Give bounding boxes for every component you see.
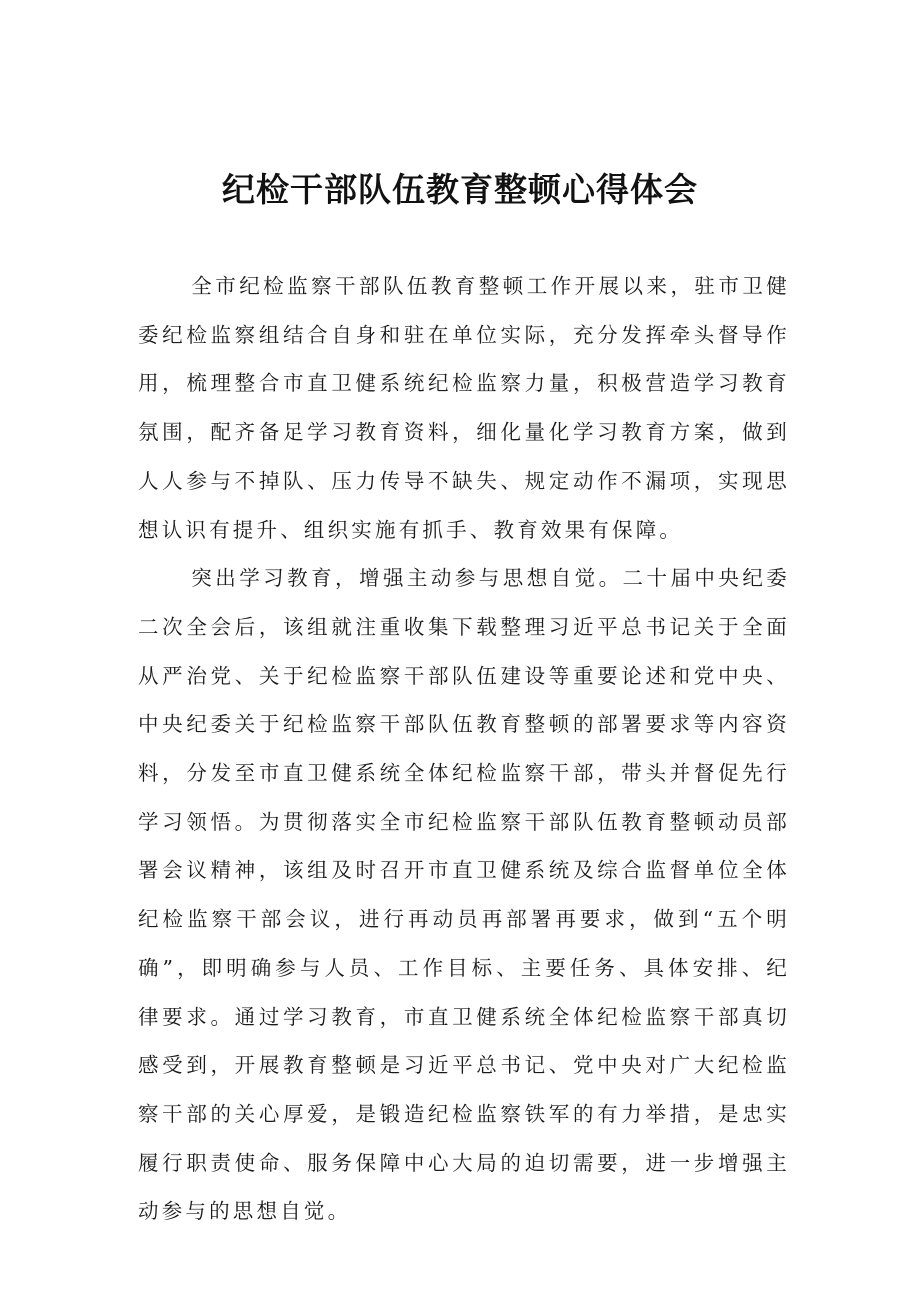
paragraph-intro: 全市纪检监察干部队伍教育整顿工作开展以来，驻市卫健委纪检监察组结合自身和驻在单位实际，充分发挥牵头督导作用，梳理整合市直卫健系统纪检监察力量，积极营造学习教育氛围，配齐备足学习教育资料，细化量化学习教育方案，做到人人参与不掉队、压力传导不缺失、规定动作不漏项，实现思想认识有提升、组织实施有抓手、教育效果有保障。 — [138, 274, 790, 542]
paragraph-study-education: 突出学习教育，增强主动参与思想自觉。二十届中央纪委二次全会后，该组就注重收集下载整理习近平总书记关于全面从严治党、关于纪检监察干部队伍建设等重要论述和党中央、中央纪委关于纪检监察干部队伍教育整顿的部署要求等内容资料，分发至市直卫健系统全体纪检监察干部，带头并督促先行学习领悟。为贯彻落实全市纪检监察干部队伍教育整顿动员部署会议精神，该组及时召开市直卫健系统及综合监督单位全体纪检监察干部会议，进行再动员再部署再要求，做到“五个明确”，即明确参与人员、工作目标、主要任务、具体安排、纪律要求。通过学习教育，市直卫健系统全体纪检监察干部真切感受到，开展教育整顿是习近平总书记、党中央对广大纪检监察干部的关心厚爱，是锻造纪检监察铁军的有力举措，是忠实履行职责使命、服务保障中心大局的迫切需要，进一步增强主动参与的思想自觉。 — [138, 566, 790, 1224]
document-title: 纪检干部队伍教育整顿心得体会 — [222, 170, 698, 209]
document-body — [138, 262, 790, 1236]
